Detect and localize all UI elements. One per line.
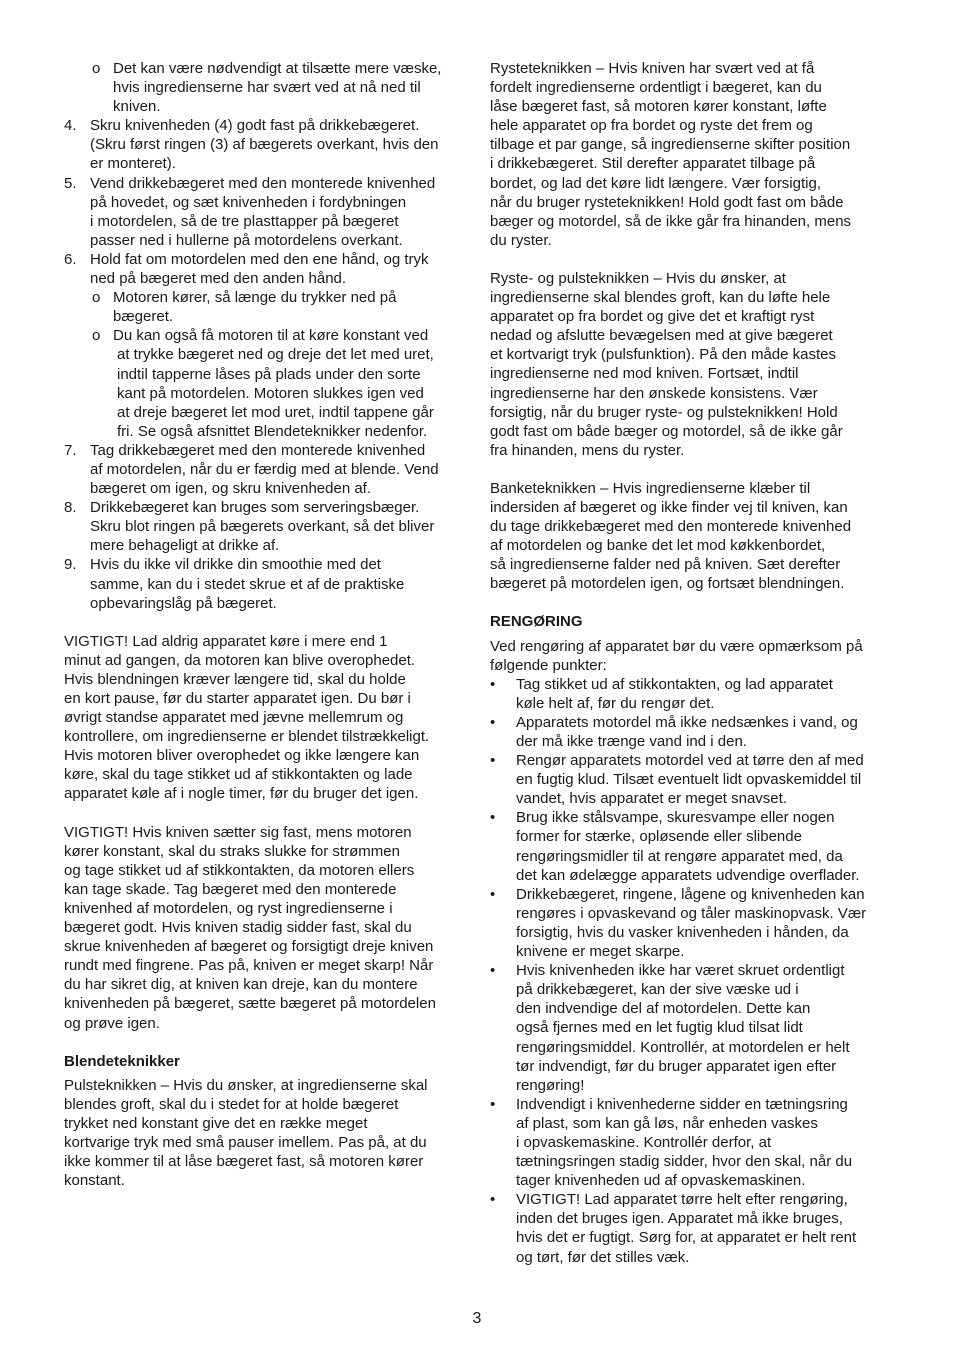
text-line: kortvarige tryk med små pauser imellem. Pas på, at du <box>64 1133 427 1151</box>
text-line: godt fast om både bæger og motordel, så de ikke går <box>490 422 843 440</box>
text-line: kører konstant, skal du straks slukke for strømmen <box>64 842 400 860</box>
text-line: kontrollere, om ingredienserne er blendet tilstrækkeligt. <box>64 728 430 746</box>
text-line: kan tage skade. Tag bægeret med den monterede <box>64 880 397 898</box>
list-marker: o <box>92 60 101 77</box>
item-text <box>90 441 466 498</box>
numbered-step <box>64 498 466 555</box>
text-line: rengøring! <box>516 1076 585 1094</box>
item-text <box>113 288 466 326</box>
text-line: minut ad gangen, da motoren kan blive overophedet. <box>64 651 416 669</box>
cleaning-bullets <box>490 675 892 1267</box>
text-line: tætningsringen stadig sidder, hvor den skal, når du <box>516 1153 853 1171</box>
text-line: tilbage et par gange, så ingredienserne skifter position <box>490 136 851 154</box>
text-line: ingredienserne har den ønskede konsistens. Vær <box>490 384 818 402</box>
text-line: apparatet køle af i nogle timer, før du bruger det igen. <box>64 785 419 803</box>
bullet-marker: • <box>490 885 496 903</box>
text-line: bægeret. <box>113 308 174 326</box>
item-text <box>90 116 466 173</box>
knock-technique <box>490 479 892 594</box>
step6-subitems <box>64 288 466 441</box>
text-line: af motordelen, når du er færdig med at blende. Vend <box>90 460 439 478</box>
text-line: (Skru først ringen (3) af bægerets overkant, hvis den <box>90 136 439 154</box>
text-line: du tage drikkebægeret med den monterede knivenhed <box>490 518 852 536</box>
text-line: fri. Se også afsnittet Blendeteknikker nedenfor. <box>117 422 428 440</box>
list-marker: 7. <box>64 441 77 459</box>
text-line: der må ikke trænge vand ind i den. <box>516 733 747 750</box>
text-line: Skru knivenheden (4) godt fast på drikkebægeret. <box>90 117 420 135</box>
text-line: Pulsteknikken – Hvis du ønsker, at ingredienserne skal <box>64 1076 428 1094</box>
text-line: du ryster. <box>490 231 552 249</box>
text-line: kant på motordelen. Motoren slukkes igen ved <box>117 384 424 402</box>
sub-item <box>92 326 466 441</box>
text-line: er monteret). <box>90 155 176 173</box>
text-line: passer ned i hullerne på motordelens overkant. <box>90 231 403 249</box>
text-line: den indvendige del af motordelen. Dette kan <box>516 1000 811 1018</box>
text-line: og tage stikket ud af stikkontakten, da motoren ellers <box>64 861 415 879</box>
text-line: Tag drikkebægeret med den monterede knivenhed <box>90 441 426 459</box>
text-line: ned på bægeret med den anden hånd. <box>90 270 347 288</box>
sub-item <box>92 288 466 326</box>
text-line: Hvis motoren bliver overophedet og ikke længere kan <box>64 747 420 765</box>
text-line: VIGTIGT! Hvis kniven sætter sig fast, mens motoren <box>64 823 412 841</box>
text-line: og tørt, før det stilles væk. <box>516 1248 690 1266</box>
warning-overheat <box>64 632 466 804</box>
text-line: Ryste- og pulsteknikken – Hvis du ønsker, at <box>490 269 786 287</box>
text-line: at dreje bægeret let mod uret, indtil tappene går <box>117 403 434 421</box>
list-marker: o <box>92 327 101 345</box>
text-line: bordet, og lad det køre lidt længere. Vær forsigtig, <box>490 174 821 192</box>
text-line: i motordelen, så de tre plasttapper på bægeret <box>90 212 399 230</box>
text-line: rengøringsmidler til at rengøre apparatet med, da <box>516 847 843 865</box>
item-text <box>516 713 892 751</box>
cleaning-intro <box>490 637 892 675</box>
text-line: vandet, hvis apparatet er meget snavset. <box>516 790 787 808</box>
text-line: fra hinanden, mens du ryster. <box>490 441 685 459</box>
text-line: af plast, som kan gå løs, når enheden vaskes <box>516 1114 818 1132</box>
text-line: Vend drikkebægeret med den monterede knivenhed <box>90 174 436 192</box>
item-text <box>516 675 892 713</box>
numbered-step <box>64 441 466 498</box>
list-marker: 8. <box>64 499 77 517</box>
text-line: bægeret om igen, og skru knivenheden af. <box>90 480 372 498</box>
text-line: apparatet op fra bordet og give det et kraftigt ryst <box>490 308 815 326</box>
text-line: mere behageligt at drikke af. <box>90 537 280 555</box>
left-column <box>64 59 466 1190</box>
text-line: samme, kan du i stedet skrue et af de praktiske <box>90 575 405 593</box>
text-line: Skru blot ringen på bægerets overkant, så det bliver <box>90 518 435 536</box>
text-line: kniven. <box>113 98 161 116</box>
text-line: nedad og afslutte bevægelsen med at give bægeret <box>490 327 833 345</box>
text-line: knivene er meget skarpe. <box>516 943 685 961</box>
text-line: bægeret godt. Hvis kniven stadig sidder fast, skal du <box>64 919 412 937</box>
text-line: Hvis du ikke vil drikke din smoothie med det <box>90 556 381 574</box>
text-line: at trykke bægeret ned og dreje det let med uret, <box>117 346 434 364</box>
text-line: konstant. <box>64 1172 125 1190</box>
bullet-marker: • <box>490 752 496 770</box>
pulse-technique <box>64 1076 466 1191</box>
text-line: Hvis blendningen kræver længere tid, skal du holde <box>64 670 406 688</box>
list-marker: 5. <box>64 174 77 192</box>
bullet-item <box>490 1190 892 1266</box>
text-line: hele apparatet op fra bordet og ryste det frem og <box>490 117 813 135</box>
text-line: så ingredienserne falder ned på kniven. Sæt derefter <box>490 556 841 574</box>
text-line: af motordelen og banke det let mod køkkenbordet, <box>490 537 826 555</box>
text-line: det kan ødelægge apparatets udvendige overflader. <box>516 866 860 884</box>
item-text <box>90 498 466 555</box>
bullet-item <box>490 885 892 961</box>
numbered-step <box>64 555 466 612</box>
list-top <box>64 59 466 116</box>
text-line: Drikkebægeret, ringene, lågene og knivenheden kan <box>516 885 865 903</box>
text-line: Motoren kører, så længe du trykker ned på <box>113 289 397 307</box>
text-line: opbevaringslåg på bægeret. <box>90 594 277 612</box>
text-line: du har sikret dig, at kniven kan dreje, kan du montere <box>64 976 418 994</box>
text-line: Tag stikket ud af stikkontakten, og lad apparatet <box>516 675 833 693</box>
right-column <box>490 59 892 1267</box>
item-text <box>516 751 892 808</box>
text-line: inden det bruges igen. Apparatet må ikke bruges, <box>516 1210 843 1228</box>
bullet-marker: • <box>490 962 496 980</box>
list-marker: 9. <box>64 556 77 574</box>
text-line: Apparatets motordel må ikke nedsænkes i vand, og <box>516 713 858 731</box>
item-text <box>516 1190 892 1266</box>
text-line: Banketeknikken – Hvis ingredienserne klæber til <box>490 479 811 497</box>
bullet-marker: • <box>490 713 496 731</box>
text-line: rengøringsmiddel. Kontrollér, at motordelen er helt <box>516 1038 850 1056</box>
text-line: indersiden af bægeret og ikke finder vej til kniven, kan <box>490 498 848 516</box>
text-line: øvrigt standse apparatet med jævne mellemrum og <box>64 709 404 727</box>
shake-pulse-technique <box>490 269 892 460</box>
numbered-step <box>64 116 466 173</box>
bullet-item <box>490 1095 892 1190</box>
steps-4-6 <box>64 116 466 288</box>
item-text <box>516 885 892 961</box>
sub-item <box>92 59 466 116</box>
text-line: i drikkebægeret. Stil derefter apparatet tilbage på <box>490 155 816 173</box>
text-line: tager knivenheden ud af opvaskemaskinen. <box>516 1172 806 1190</box>
text-line: et kortvarigt tryk (pulsfunktion). På den måde kastes <box>490 346 836 364</box>
text-line: rundt med fingrene. Pas på, kniven er meget skarp! Når <box>64 957 434 975</box>
text-line: skrue knivenheden af bægeret og forsigtigt dreje kniven <box>64 938 434 956</box>
text-line: Hvis knivenheden ikke har været skruet ordentligt <box>516 962 845 980</box>
item-text <box>516 961 892 1095</box>
section-heading-blend: Blendeteknikker <box>64 1052 180 1070</box>
bullet-marker: • <box>490 809 496 827</box>
text-line: ingredienserne ned mod kniven. Fortsæt, indtil <box>490 365 799 383</box>
item-text <box>90 555 466 612</box>
text-line: også fjernes med en let fugtig klud tilsat lidt <box>516 1019 803 1037</box>
text-line: følgende punkter: <box>490 656 607 674</box>
item-text <box>90 174 466 250</box>
numbered-step <box>64 250 466 288</box>
section-heading-cleaning: RENGØRING <box>490 613 583 631</box>
text-line: hvis det er fugtigt. Sørg for, at apparatet er helt rent <box>516 1229 857 1247</box>
text-line: Brug ikke stålsvampe, skuresvampe eller nogen <box>516 809 835 827</box>
list-marker: 6. <box>64 250 77 268</box>
text-line: Rengør apparatets motordel ved at tørre den af med <box>516 752 864 770</box>
text-line: knivenheden på bægeret, sætte bægeret på motordelen <box>64 995 436 1013</box>
numbered-step <box>64 174 466 250</box>
text-line: Du kan også få motoren til at køre konstant ved <box>113 327 429 345</box>
text-line: knivenhed af motordelen, og ryst ingredienserne i <box>64 899 393 917</box>
text-line: indtil tapperne låses på plads under den sorte <box>117 365 421 383</box>
text-line: låse bægeret fast, så motoren kører konstant, løfte <box>490 98 827 116</box>
bullet-marker: • <box>490 675 496 693</box>
text-line: forsigtig, hvis du vasker knivenheden i hånden, da <box>516 923 849 941</box>
text-line: VIGTIGT! Lad apparatet tørre helt efter rengøring, <box>516 1191 848 1209</box>
text-line: fordelt ingredienserne ordentligt i bægeret, kan du <box>490 79 822 97</box>
text-line: Indvendigt i knivenhederne sidder en tætningsring <box>516 1095 848 1113</box>
text-line: forsigtig, når du bruger ryste- og pulsteknikken! Hold <box>490 403 838 421</box>
text-line: og prøve igen. <box>64 1014 160 1032</box>
item-text <box>516 1095 892 1190</box>
text-line: på drikkebægeret, kan der sive væske ud i <box>516 981 799 999</box>
text-line: Rysteteknikken – Hvis kniven har svært ved at få <box>490 60 815 77</box>
text-line: Ved rengøring af apparatet bør du være opmærksom på <box>490 637 863 655</box>
bullet-marker: • <box>490 1191 496 1209</box>
text-line: tør indvendigt, før du bruger apparatet igen efter <box>516 1057 837 1075</box>
text-line: rengøres i opvaskevand og tåler maskinopvask. Vær <box>516 904 867 922</box>
text-line: køre, skal du tage stikket ud af stikkontakten og lade <box>64 766 413 784</box>
bullet-item <box>490 751 892 808</box>
bullet-item <box>490 713 892 751</box>
text-line: i opvaskemaskine. Kontrollér derfor, at <box>516 1133 772 1151</box>
text-line: køle helt af, før du rengør det. <box>516 694 715 712</box>
text-line: en fugtig klud. Tilsæt eventuelt lidt opvaskemiddel til <box>516 771 862 789</box>
bullet-marker: • <box>490 1095 496 1113</box>
text-line: Drikkebægeret kan bruges som serveringsbæger. <box>90 499 420 517</box>
bullet-item <box>490 675 892 713</box>
text-line: en kort pause, før du starter apparatet igen. Du bør i <box>64 690 411 707</box>
text-line: ingredienserne skal blendes groft, kan du løfte hele <box>490 289 831 307</box>
text-line: Det kan være nødvendigt at tilsætte mere væske, <box>113 60 442 77</box>
text-line: trykket ned konstant give det en række meget <box>64 1114 368 1132</box>
bullet-item <box>490 808 892 884</box>
text-line: bæger og motordel, så de ikke går fra hinanden, mens <box>490 212 852 230</box>
text-line: når du bruger rysteteknikken! Hold godt fast om både <box>490 193 844 211</box>
text-line: på hovedet, og sæt knivenheden i fordybningen <box>90 193 407 211</box>
item-text <box>516 808 892 884</box>
steps-7-9 <box>64 441 466 613</box>
page-number: 3 <box>472 1310 482 1327</box>
list-marker: o <box>92 289 101 307</box>
text-line: ikke kommer til at låse bægeret fast, så motoren kører <box>64 1153 424 1171</box>
text-line: former for stærke, opløsende eller slibende <box>516 828 802 846</box>
warning-knife-stuck <box>64 823 466 1033</box>
text-line: bægeret på motordelen igen, og fortsæt blendningen. <box>490 575 845 593</box>
item-text <box>113 326 466 441</box>
text-line: VIGTIGT! Lad aldrig apparatet køre i mere end 1 <box>64 632 388 650</box>
item-text <box>113 59 466 116</box>
text-line: blendes groft, skal du i stedet for at holde bægeret <box>64 1095 399 1113</box>
item-text <box>90 250 466 288</box>
bullet-item <box>490 961 892 1095</box>
shake-technique <box>490 59 892 250</box>
list-marker: 4. <box>64 117 77 135</box>
text-line: Hold fat om motordelen med den ene hånd, og tryk <box>90 250 429 268</box>
text-line: hvis ingredienserne har svært ved at nå ned til <box>113 79 421 97</box>
